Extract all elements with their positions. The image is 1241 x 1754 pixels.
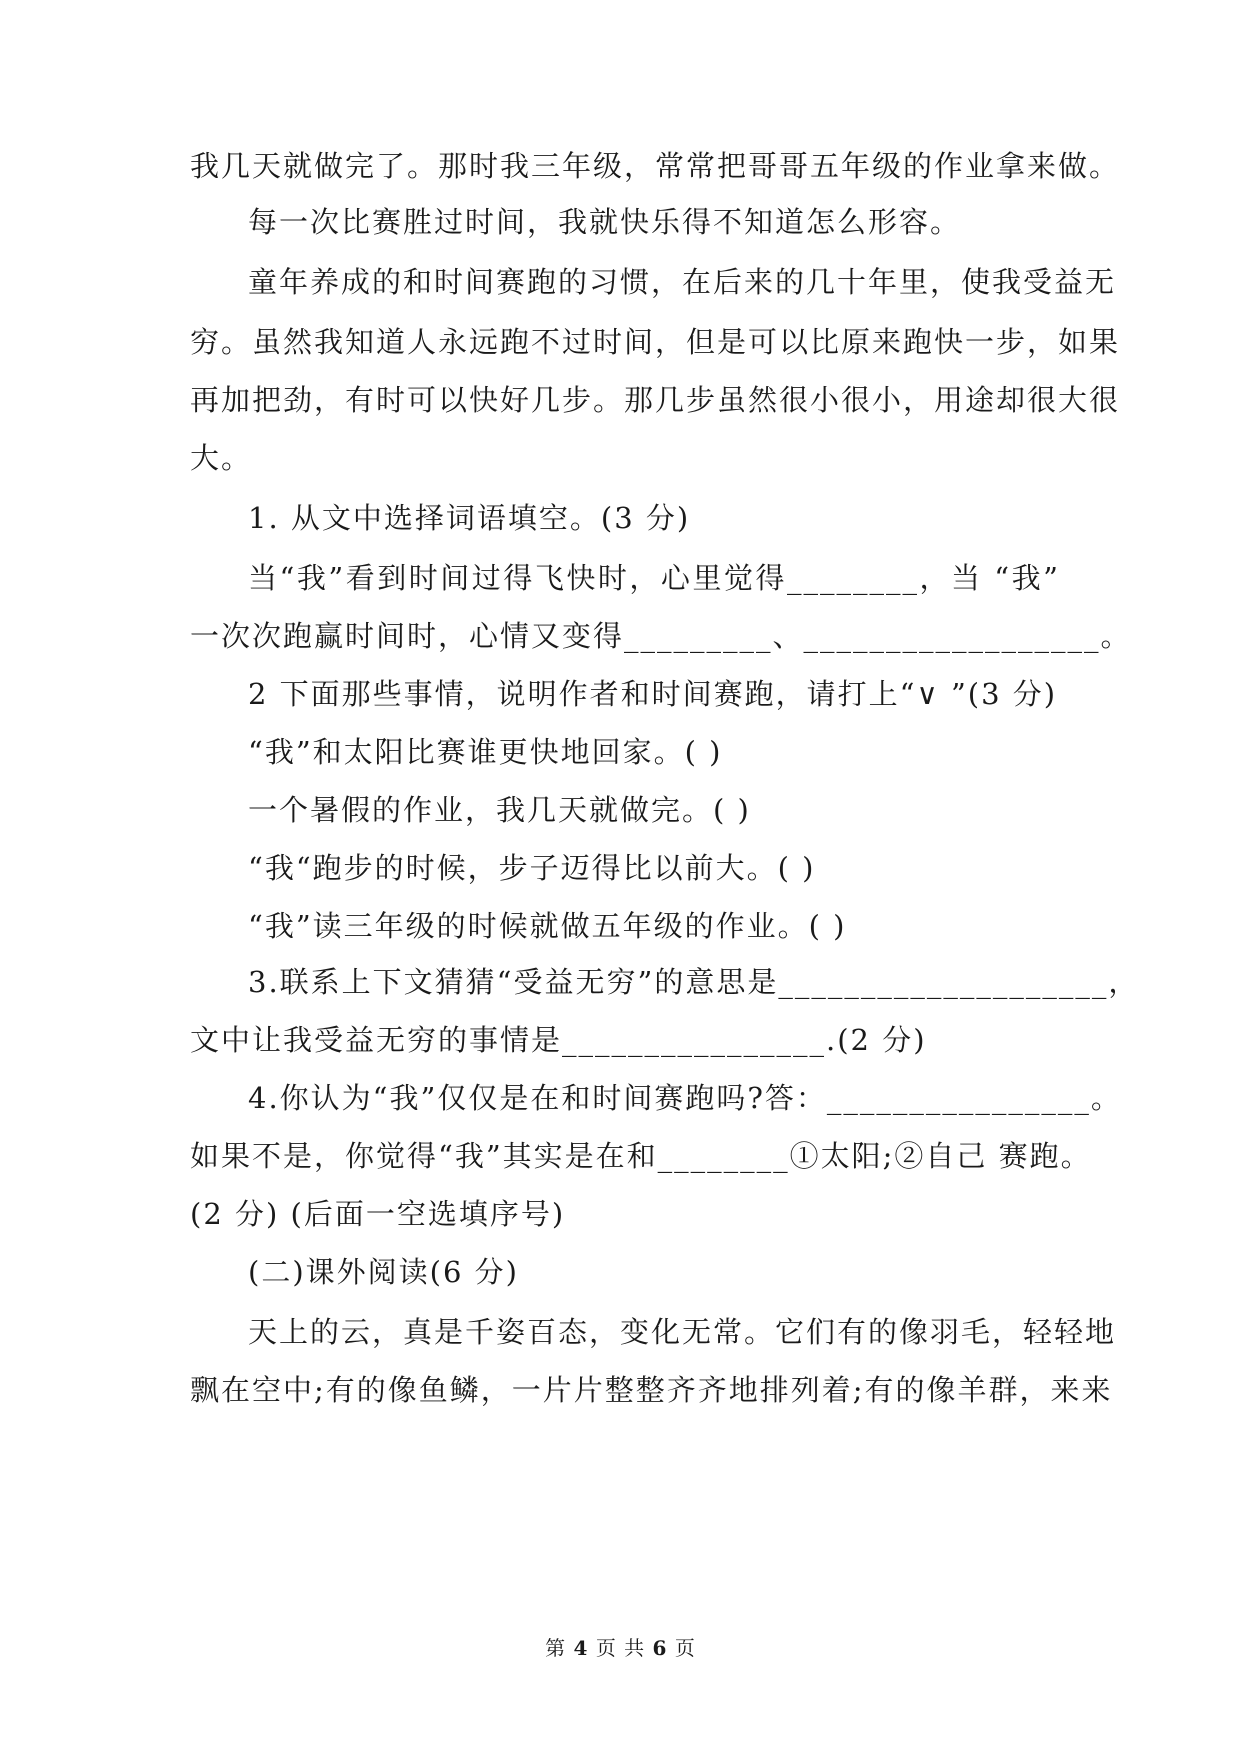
question-2-option: “我”读三年级的时候就做五年级的作业。( ) [248, 909, 847, 943]
text-line: 每一次比赛胜过时间，我就快乐得不知道怎么形容。 [248, 205, 962, 239]
text-line: 天上的云，真是千姿百态，变化无常。它们有的像羽毛，轻轻地 [248, 1315, 1117, 1349]
text-line: 飘在空中;有的像鱼鳞，一片片整整齐齐地排列着;有的像羊群，来来 [190, 1373, 1113, 1407]
question-2-option: 一个暑假的作业，我几天就做完。( ) [248, 793, 751, 827]
text-line: 再加把劲，有时可以快好几步。那几步虽然很小很小，用途却很大很 [190, 383, 1121, 417]
question-1-text: 一次次跑赢时间时，心情又变得_________、__________________。 [190, 619, 1132, 653]
text-line: 大。 [190, 441, 253, 475]
section-heading: (二)课外阅读(6 分) [248, 1255, 519, 1289]
question-2-option: “我”和太阳比赛谁更快地回家。( ) [248, 735, 723, 769]
question-1-title: 1. 从文中选择词语填空。(3 分) [248, 501, 691, 535]
footer-suffix: 页 [674, 1636, 696, 1660]
total-page-number: 6 [652, 1636, 668, 1660]
question-1-text: 当“我”看到时间过得飞快时，心里觉得________，当 “我” [248, 561, 1060, 595]
question-3-text: 3.联系上下文猜猜“受益无穷”的意思是____________________， [248, 965, 1140, 999]
question-3-text: 文中让我受益无穷的事情是________________.(2 分) [190, 1023, 927, 1057]
question-4-text: (2 分) (后面一空选填序号) [190, 1197, 566, 1231]
page-footer [0, 1636, 1241, 1660]
question-4-text: 4.你认为“我”仅仅是在和时间赛跑吗?答：________________。 [248, 1081, 1122, 1115]
footer-middle: 页 共 [595, 1636, 646, 1660]
text-line: 穷。虽然我知道人永远跑不过时间，但是可以比原来跑快一步，如果 [190, 325, 1121, 359]
footer-prefix: 第 [545, 1636, 567, 1660]
current-page-number: 4 [573, 1636, 589, 1660]
text-line: 我几天就做完了。那时我三年级，常常把哥哥五年级的作业拿来做。 [190, 149, 1121, 183]
question-4-text: 如果不是，你觉得“我”其实是在和________①太阳;②自己 赛跑。 [190, 1139, 1092, 1173]
question-2-title: 2 下面那些事情，说明作者和时间赛跑，请打上“∨ ”(3 分) [248, 677, 1058, 711]
question-2-option: “我“跑步的时候，步子迈得比以前大。( ) [248, 851, 816, 885]
text-line: 童年养成的和时间赛跑的习惯，在后来的几十年里，使我受益无 [248, 265, 1117, 299]
